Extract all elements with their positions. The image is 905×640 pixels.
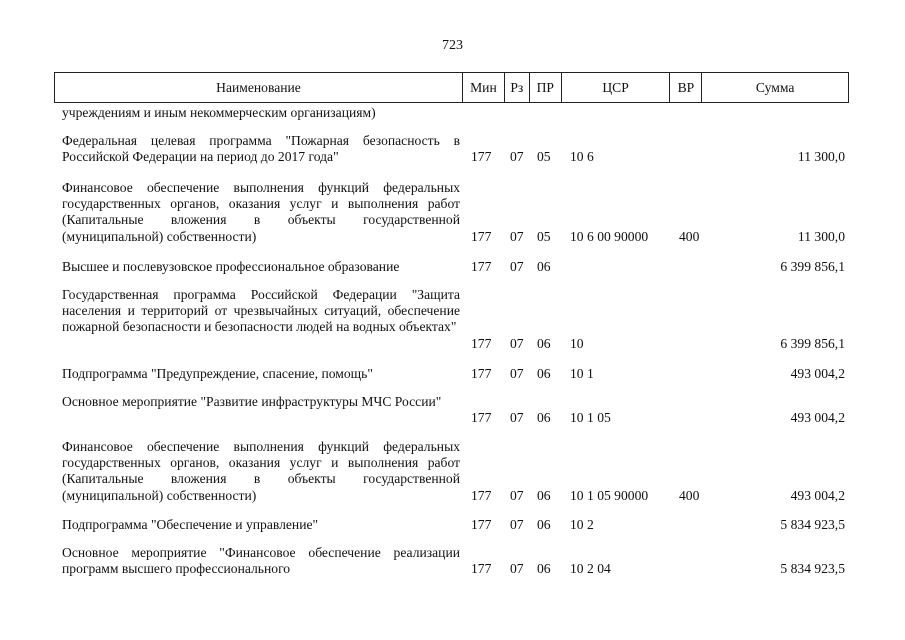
page-number: 723 <box>442 38 463 53</box>
header-rz: Рз <box>505 73 530 102</box>
row-min: 177 <box>471 366 492 381</box>
row-min: 177 <box>471 335 492 351</box>
table-header <box>54 72 849 103</box>
row-min: 177 <box>471 561 492 577</box>
row-sum: 493 004,2 <box>790 410 845 426</box>
row-vr: 400 <box>679 487 700 503</box>
header-min: Мин <box>463 73 505 102</box>
header-sum: Сумма <box>755 79 795 95</box>
row-pr: 06 <box>537 410 551 426</box>
row-name: Основное мероприятие "Финансовое обеспечение реализации программ высшего профессионального <box>62 545 460 577</box>
row-sum: 11 300,0 <box>797 149 845 165</box>
row-rz: 07 <box>510 149 524 165</box>
row-sum: 5 834 923,5 <box>780 517 845 532</box>
row-rz: 07 <box>510 487 524 503</box>
row-sum: 493 004,2 <box>790 366 845 381</box>
row-pr: 06 <box>537 487 551 503</box>
row-name: Подпрограмма "Предупреждение, спасение, помощь" <box>62 366 373 381</box>
row-rz: 07 <box>510 259 524 274</box>
row-min: 177 <box>471 410 492 426</box>
row-rz: 07 <box>510 410 524 426</box>
row-vr: 400 <box>679 228 700 244</box>
row-rz: 07 <box>510 366 524 381</box>
row-name: Финансовое обеспечение выполнения функций федеральных государственных органов, оказания услуг и выполнения работ (Капитальные вложения в объекты государственной (муниципальной) собственности) <box>62 180 460 244</box>
row-min: 177 <box>471 228 492 244</box>
header-name: Наименование <box>55 73 463 102</box>
row-csr: 10 <box>570 335 584 351</box>
row-csr: 10 1 05 <box>570 410 611 426</box>
header-csr: ЦСР <box>562 73 671 102</box>
header-vr: ВР <box>670 73 702 102</box>
row-min: 177 <box>471 517 492 532</box>
row-sum: 11 300,0 <box>797 228 845 244</box>
row-min: 177 <box>471 259 492 274</box>
row-csr: 10 1 05 90000 <box>570 487 649 503</box>
row-pr: 06 <box>537 366 551 381</box>
row-csr: 10 2 04 <box>570 561 611 577</box>
row-sum: 493 004,2 <box>790 487 845 503</box>
row-name: Финансовое обеспечение выполнения функций федеральных государственных органов, оказания услуг и выполнения работ (Капитальные вложения в объекты государственной (муниципальной) собственности) <box>62 439 460 503</box>
row-name: Высшее и послевузовское профессиональное образование <box>62 259 400 274</box>
row-csr: 10 6 00 90000 <box>570 228 649 244</box>
row-name: Подпрограмма "Обеспечение и управление" <box>62 517 319 532</box>
row-pr: 06 <box>537 335 551 351</box>
row-name: учреждениям и иным некоммерческим организациям) <box>62 105 376 120</box>
row-pr: 05 <box>537 149 551 165</box>
row-pr: 05 <box>537 228 551 244</box>
row-csr: 10 2 <box>570 517 594 532</box>
row-sum: 5 834 923,5 <box>780 561 845 577</box>
row-csr: 10 1 <box>570 366 594 381</box>
row-rz: 07 <box>510 561 524 577</box>
row-min: 177 <box>471 149 492 165</box>
row-pr: 06 <box>537 517 551 532</box>
row-rz: 07 <box>510 335 524 351</box>
row-sum: 6 399 856,1 <box>780 259 845 274</box>
row-csr: 10 6 <box>570 149 594 165</box>
row-name: Федеральная целевая программа "Пожарная безопасность в Российской Федерации на период до 2017 года" <box>62 133 460 165</box>
row-rz: 07 <box>510 517 524 532</box>
row-sum: 6 399 856,1 <box>780 335 845 351</box>
row-name: Государственная программа Российской Федерации "Защита населения и территорий от чрезвычайных ситуаций, обеспечение пожарной безопасности и безопасности людей на водных объектах" <box>62 287 460 335</box>
row-name: Основное мероприятие "Развитие инфраструктуры МЧС России" <box>62 394 442 409</box>
row-pr: 06 <box>537 259 551 274</box>
row-min: 177 <box>471 487 492 503</box>
row-rz: 07 <box>510 228 524 244</box>
header-pr: ПР <box>530 73 562 102</box>
row-pr: 06 <box>537 561 551 577</box>
